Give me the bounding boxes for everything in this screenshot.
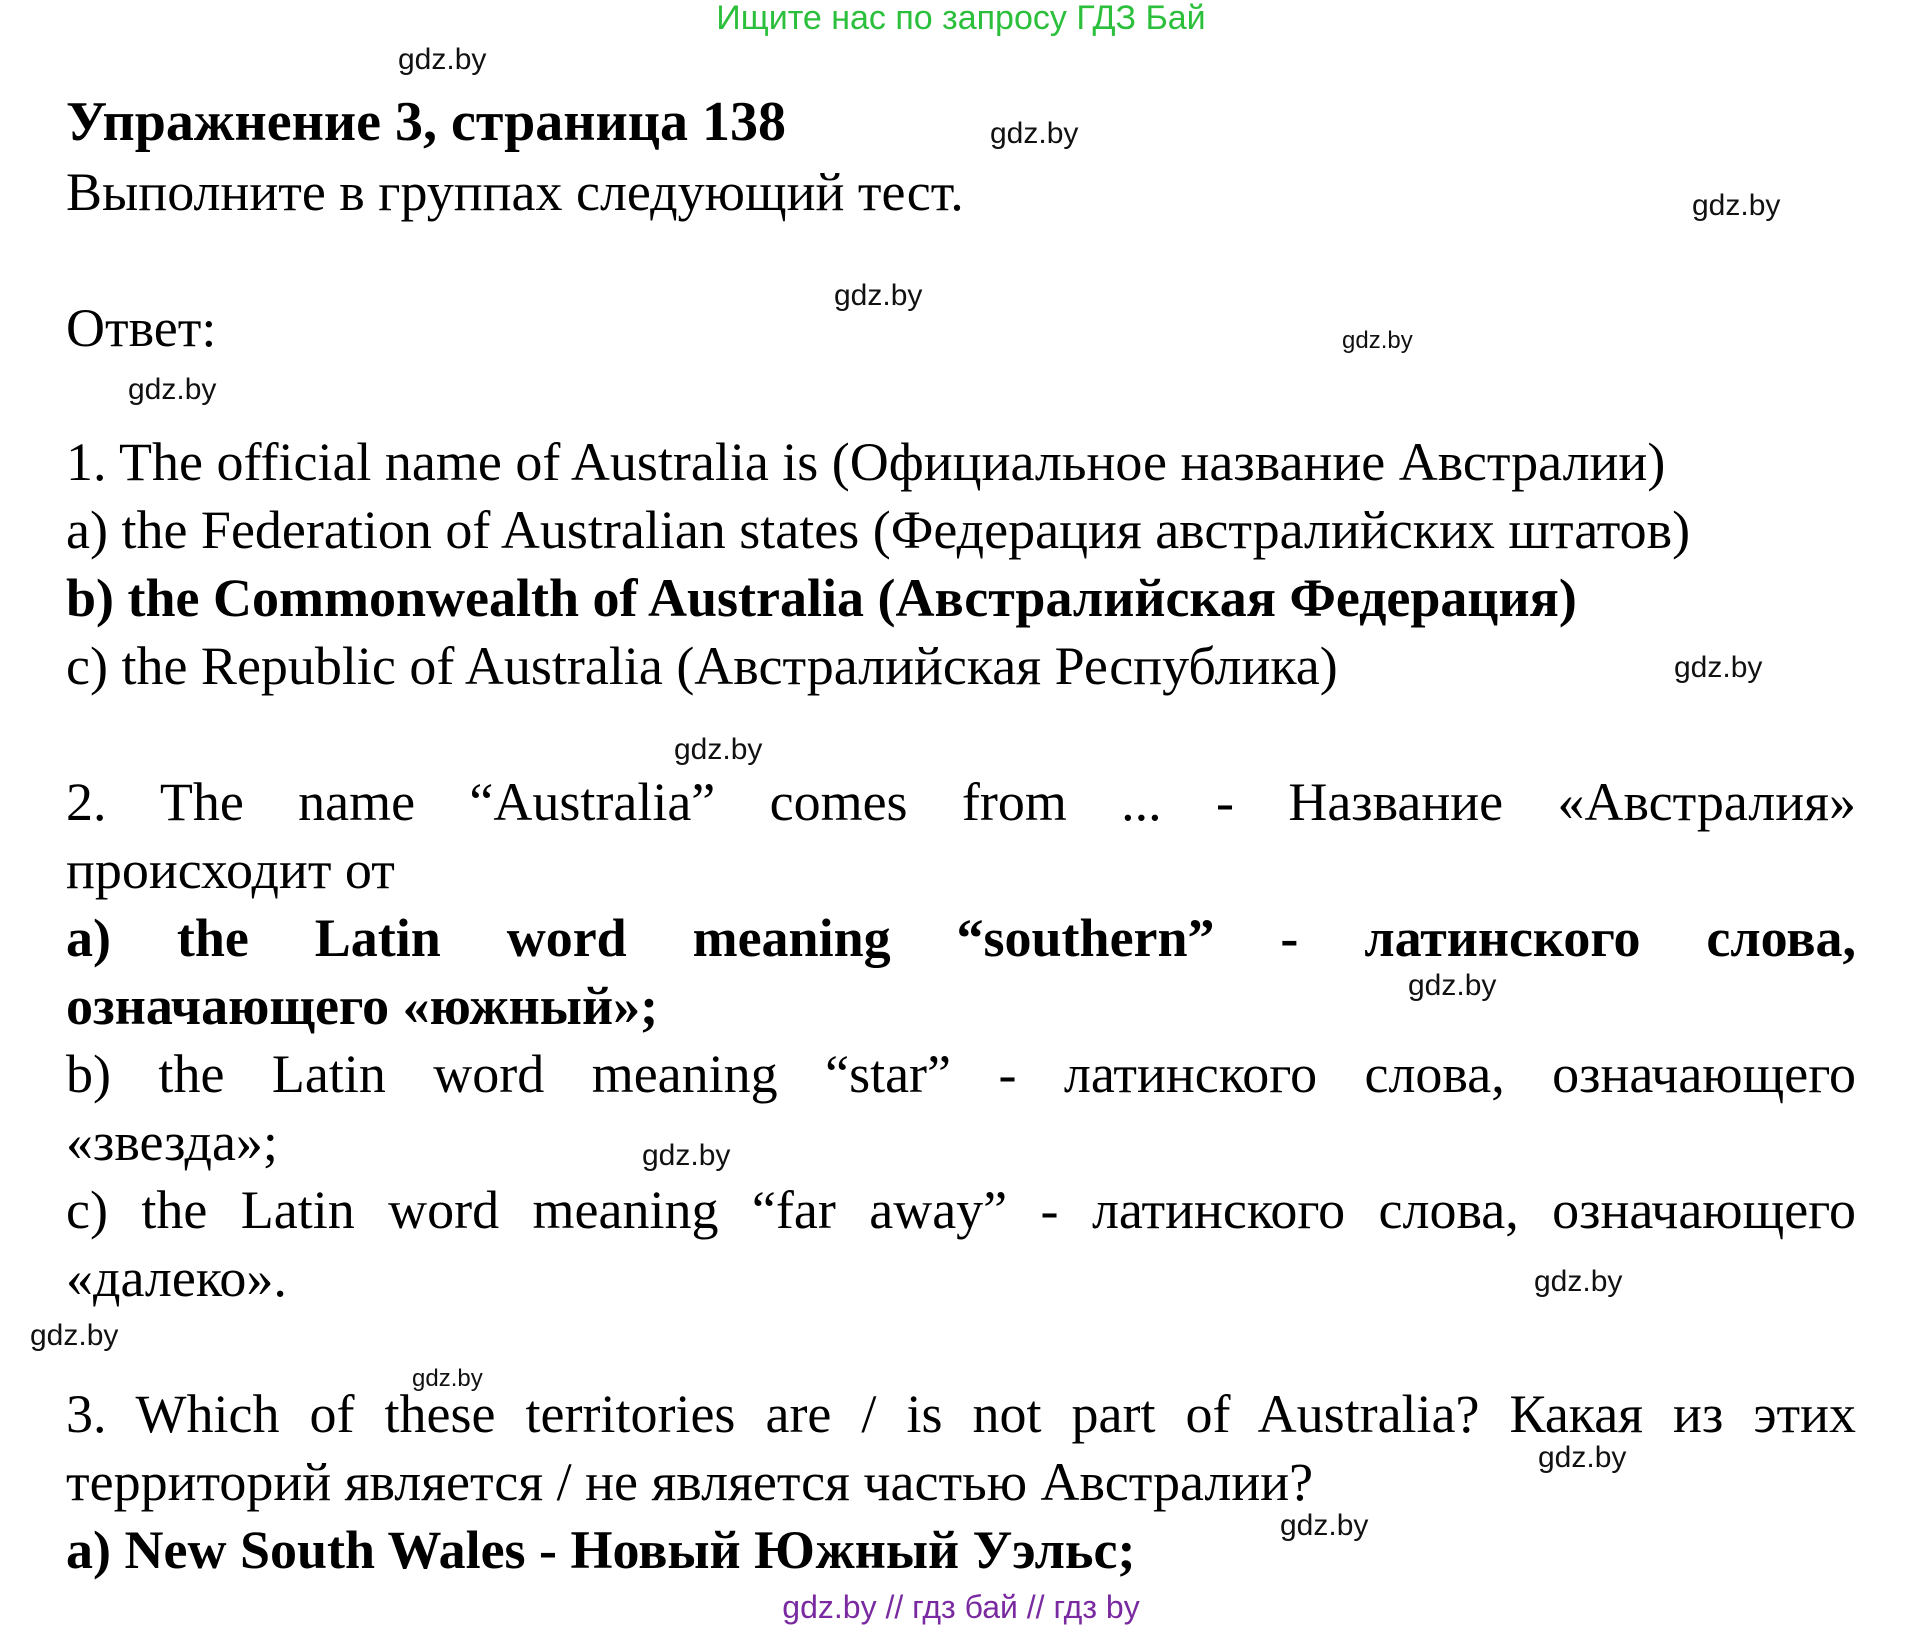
q3-question-line2: территорий является / не является частью Австралии? [66, 1452, 1314, 1512]
watermark: gdz.by [834, 279, 923, 312]
watermark: gdz.by [642, 1139, 731, 1172]
watermark: gdz.by [1692, 189, 1781, 222]
q2-option-b-line2: «звезда»; [66, 1112, 278, 1172]
watermark: gdz.by [1342, 327, 1413, 354]
q2-option-c-line2: «далеко». [66, 1248, 287, 1308]
watermark: gdz.by [1534, 1265, 1623, 1298]
watermark: gdz.by [128, 373, 217, 406]
watermark: gdz.by [1280, 1509, 1369, 1542]
watermark: gdz.by [30, 1319, 119, 1352]
q2-question-line1: 2. The name “Australia” comes from ... - Название «Австралия» [66, 772, 1856, 832]
footer-watermark: gdz.by // гдз бай // гдз by [782, 1589, 1140, 1625]
q1-option-a: a) the Federation of Australian states (Федерация австралийских штатов) [66, 500, 1691, 560]
q2-question-line2: происходит от [66, 840, 395, 900]
watermark: gdz.by [1674, 651, 1763, 684]
q1-option-c: c) the Republic of Australia (Австралийская Республика) [66, 636, 1338, 696]
q3-option-a-correct: a) New South Wales - Новый Южный Уэльс; [66, 1520, 1136, 1580]
page-title: Упражнение 3, страница 138 [66, 91, 787, 153]
watermark: gdz.by [1408, 969, 1497, 1002]
watermark: gdz.by [398, 43, 487, 76]
q2-option-a-line2-correct: означающего «южный»; [66, 976, 659, 1036]
q2-option-b-line1: b) the Latin word meaning “star” - латинского слова, означающего [66, 1044, 1856, 1104]
watermark: gdz.by [412, 1365, 483, 1392]
instruction: Выполните в группах следующий тест. [66, 162, 964, 222]
q2-option-a-line1-correct: a) the Latin word meaning “southern” - латинского слова, [66, 908, 1856, 968]
q1-question: 1. The official name of Australia is (Официальное название Австралии) [66, 432, 1666, 492]
q1-option-b-correct: b) the Commonwealth of Australia (Австралийская Федерация) [66, 568, 1577, 628]
q3-question-line1: 3. Which of these territories are / is not part of Australia? Какая из этих [66, 1384, 1856, 1444]
q2-option-c-line1: c) the Latin word meaning “far away” - латинского слова, означающего [66, 1180, 1856, 1240]
watermark: gdz.by [674, 733, 763, 766]
answer-label: Ответ: [66, 298, 217, 358]
top-banner: Ищите нас по запросу ГДЗ Бай [716, 0, 1206, 37]
watermark: gdz.by [990, 117, 1079, 150]
watermark: gdz.by [1538, 1441, 1627, 1474]
